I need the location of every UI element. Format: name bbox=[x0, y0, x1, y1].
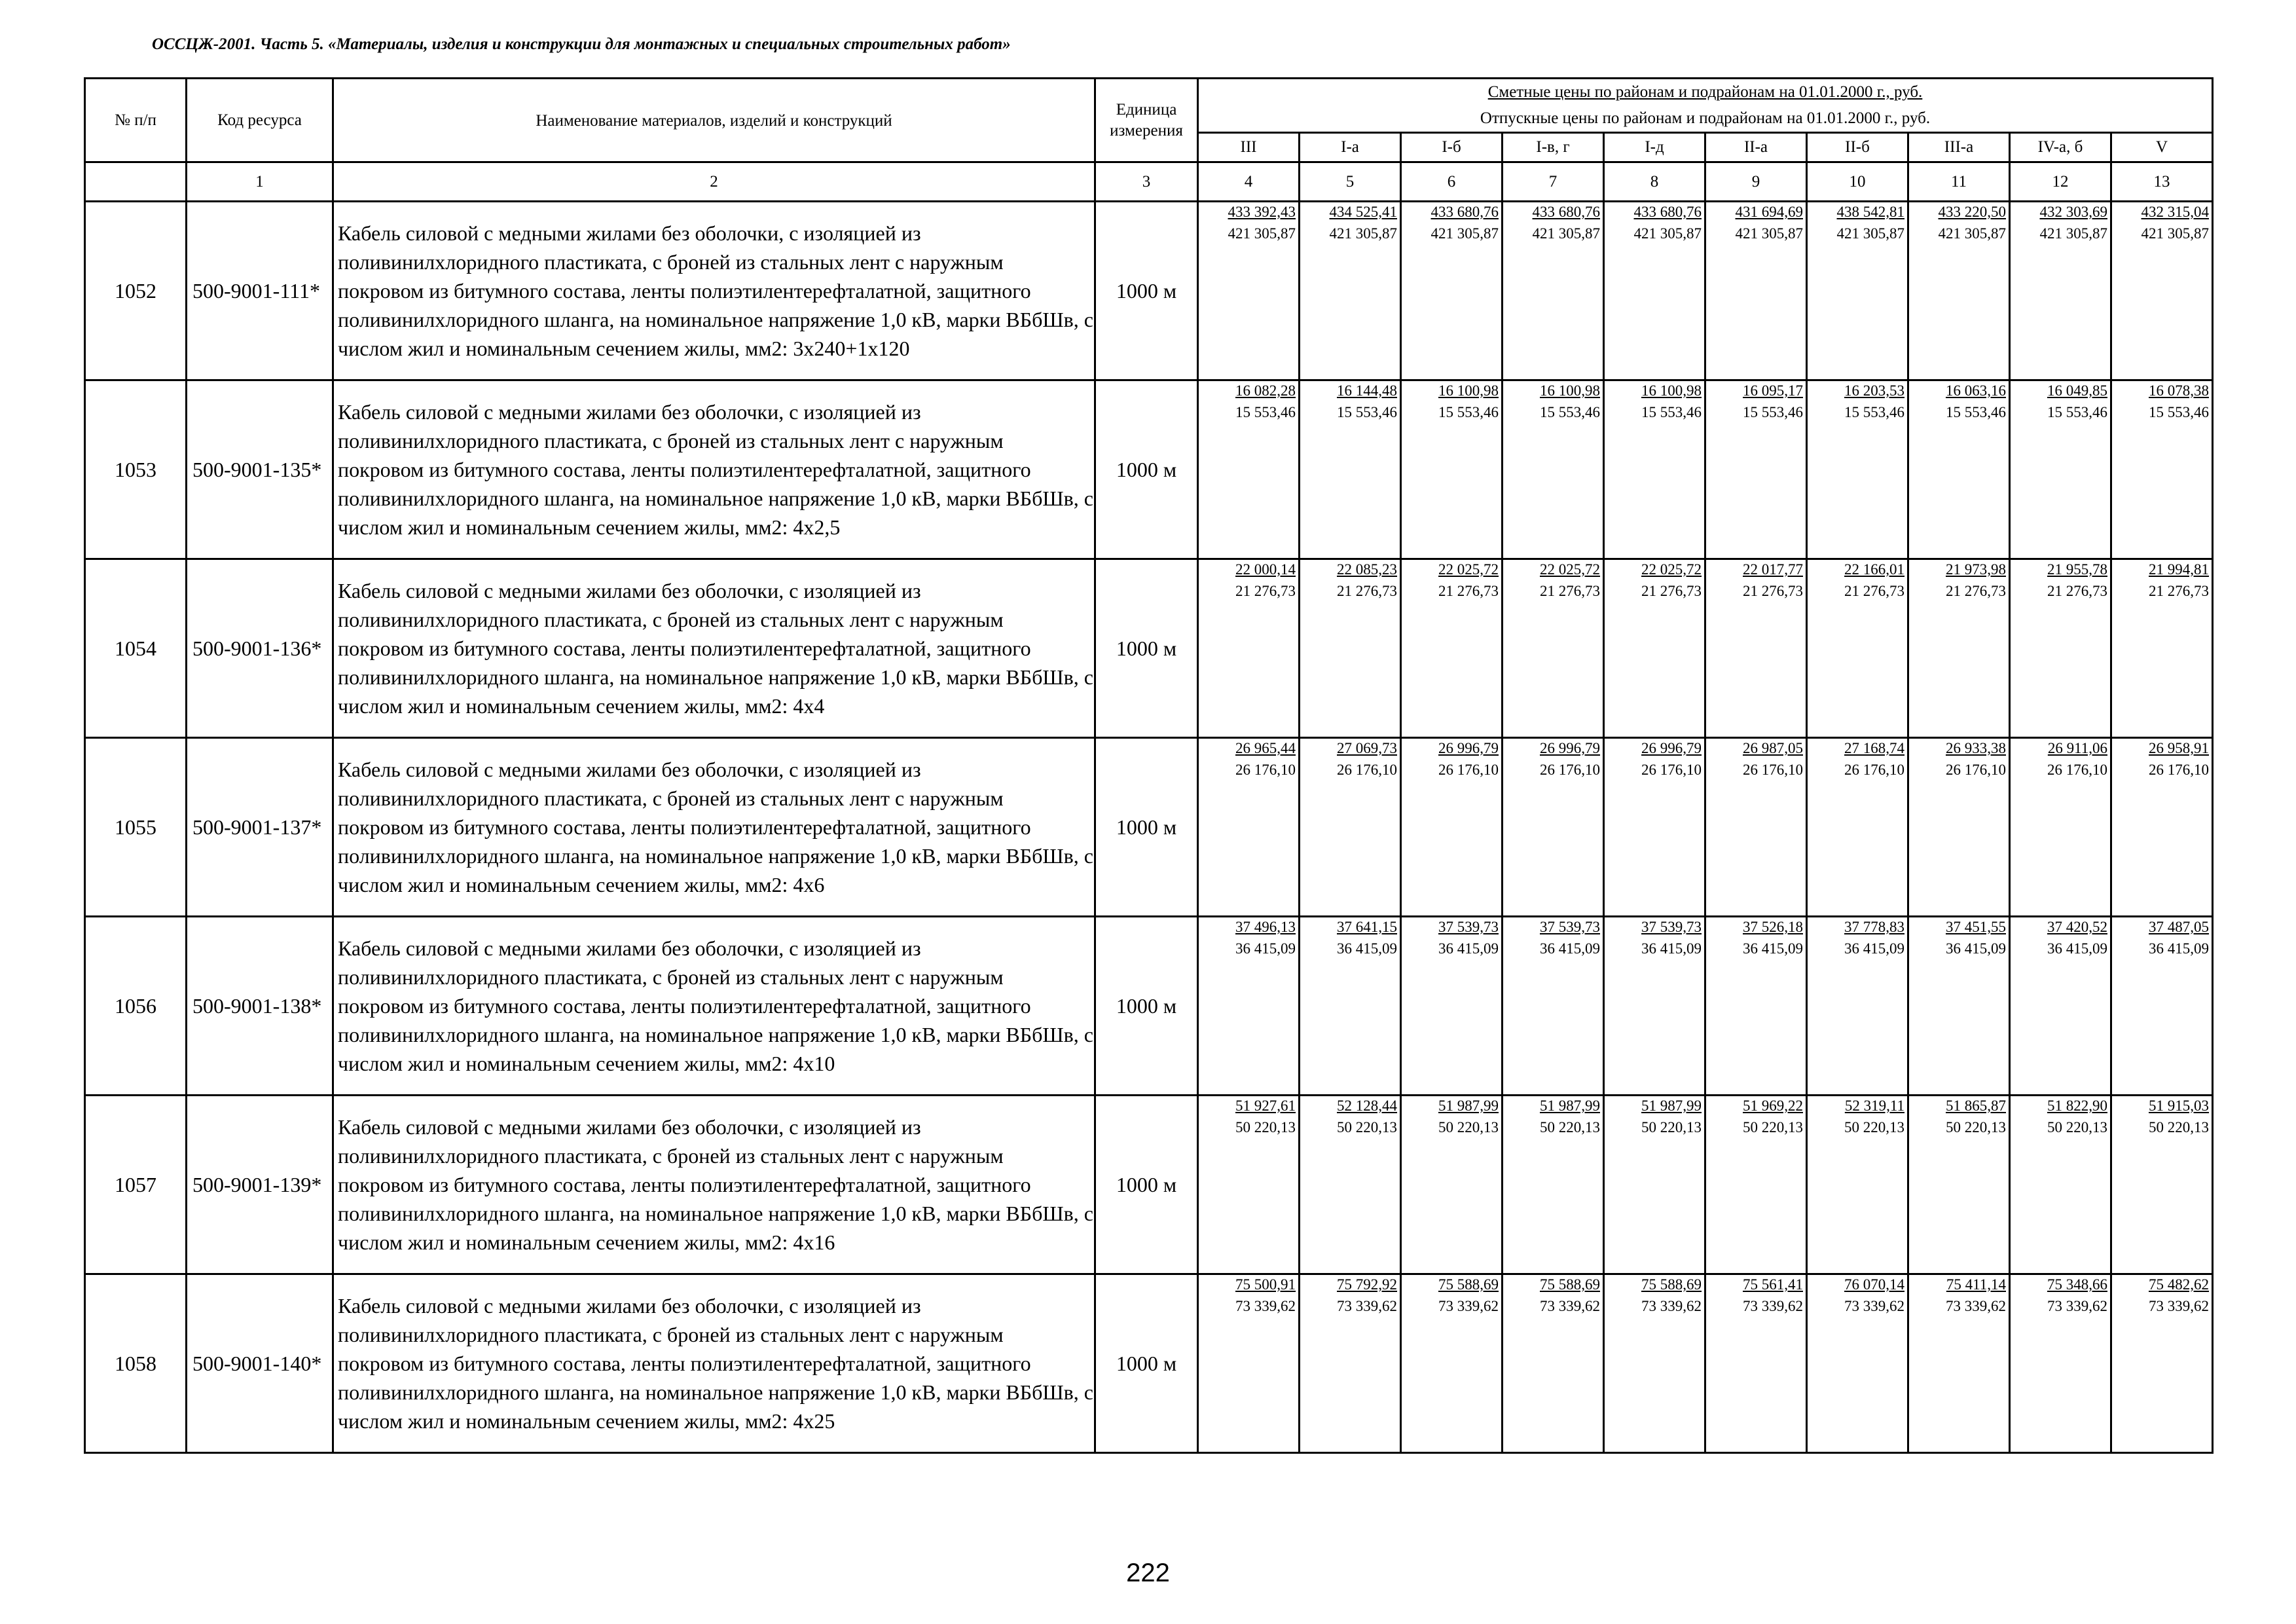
estimate-price: 431 694,69 bbox=[1735, 204, 1803, 220]
price-cell bbox=[1401, 738, 1503, 917]
table-row bbox=[85, 1096, 2213, 1274]
price-cell bbox=[1198, 380, 1300, 559]
estimate-price: 26 933,38 bbox=[1946, 740, 2006, 756]
estimate-price: 16 203,53 bbox=[1844, 382, 1904, 399]
price-cell bbox=[1807, 1096, 1908, 1274]
estimate-price: 37 641,15 bbox=[1337, 919, 1397, 935]
release-price: 73 339,62 bbox=[1743, 1298, 1803, 1314]
estimate-price: 37 526,18 bbox=[1743, 919, 1803, 935]
estimate-price: 16 100,98 bbox=[1438, 382, 1499, 399]
price-cell bbox=[1908, 738, 2010, 917]
price-cell bbox=[1807, 559, 1908, 738]
price-cell bbox=[1807, 738, 1908, 917]
unit-of-measure: 1000 м bbox=[1095, 380, 1198, 559]
estimate-price: 433 680,76 bbox=[1633, 204, 1702, 220]
unit-of-measure: 1000 м bbox=[1095, 1096, 1198, 1274]
release-price: 421 305,87 bbox=[1836, 225, 1904, 242]
estimate-price: 75 561,41 bbox=[1743, 1276, 1803, 1293]
estimate-price: 75 348,66 bbox=[2047, 1276, 2107, 1293]
release-price: 21 276,73 bbox=[1235, 583, 1296, 599]
price-cell bbox=[2111, 202, 2213, 380]
estimate-price: 433 392,43 bbox=[1228, 204, 1296, 220]
price-cell bbox=[2111, 1274, 2213, 1453]
release-price: 73 339,62 bbox=[1641, 1298, 1702, 1314]
price-cell bbox=[1401, 917, 1503, 1096]
column-number: 6 bbox=[1401, 162, 1503, 202]
price-cell bbox=[1604, 1096, 1705, 1274]
column-number: 8 bbox=[1604, 162, 1705, 202]
release-price: 21 276,73 bbox=[2047, 583, 2107, 599]
header-region: IV-а, б bbox=[2010, 133, 2111, 162]
header-prices-estimate: Сметные цены по районам и подрайонам на 01.01.2000 г., руб. bbox=[1487, 83, 1923, 101]
unit-of-measure: 1000 м bbox=[1095, 738, 1198, 917]
material-name: Кабель силовой с медными жилами без оболочки, с изоляцией из поливинилхлоридного пластиката, с броней из стальных лент с наружным покровом из битумного состава, ленты полиэтилентерефталатной, защитного поливинилхлоридного шланга, на номинальное напряжение 1,0 кВ, марки ВБбШв, с числом жил и номинальным сечением жилы, мм2: 4х25 bbox=[333, 1274, 1095, 1453]
price-cell bbox=[1503, 1274, 1604, 1453]
estimate-price: 37 451,55 bbox=[1946, 919, 2006, 935]
estimate-price: 51 915,03 bbox=[2149, 1098, 2210, 1114]
price-table bbox=[84, 77, 2214, 1454]
release-price: 50 220,13 bbox=[1337, 1119, 1397, 1135]
column-number: 4 bbox=[1198, 162, 1300, 202]
release-price: 26 176,10 bbox=[2149, 762, 2210, 778]
header-region: III bbox=[1198, 133, 1300, 162]
table-row bbox=[85, 559, 2213, 738]
release-price: 50 220,13 bbox=[2149, 1119, 2210, 1135]
column-number: 1 bbox=[187, 162, 333, 202]
release-price: 26 176,10 bbox=[1946, 762, 2006, 778]
release-price: 26 176,10 bbox=[1641, 762, 1702, 778]
release-price: 421 305,87 bbox=[1938, 225, 2006, 242]
estimate-price: 37 539,73 bbox=[1540, 919, 1600, 935]
estimate-price: 75 500,91 bbox=[1235, 1276, 1296, 1293]
page-number: 222 bbox=[1126, 1559, 1170, 1587]
estimate-price: 22 000,14 bbox=[1235, 561, 1296, 578]
estimate-price: 434 525,41 bbox=[1329, 204, 1397, 220]
header-row-1 bbox=[85, 79, 2213, 133]
release-price: 421 305,87 bbox=[1430, 225, 1499, 242]
release-price: 421 305,87 bbox=[1228, 225, 1296, 242]
release-price: 421 305,87 bbox=[2141, 225, 2210, 242]
release-price: 73 339,62 bbox=[1946, 1298, 2006, 1314]
price-cell bbox=[1604, 202, 1705, 380]
release-price: 15 553,46 bbox=[1438, 404, 1499, 420]
price-cell bbox=[1503, 202, 1604, 380]
unit-of-measure: 1000 м bbox=[1095, 202, 1198, 380]
estimate-price: 433 680,76 bbox=[1430, 204, 1499, 220]
release-price: 15 553,46 bbox=[1235, 404, 1296, 420]
estimate-price: 37 778,83 bbox=[1844, 919, 1904, 935]
release-price: 73 339,62 bbox=[1337, 1298, 1397, 1314]
price-cell bbox=[2010, 1274, 2111, 1453]
release-price: 36 415,09 bbox=[1337, 940, 1397, 957]
estimate-price: 22 166,01 bbox=[1844, 561, 1904, 578]
material-name: Кабель силовой с медными жилами без оболочки, с изоляцией из поливинилхлоридного пластиката, с броней из стальных лент с наружным покровом из битумного состава, ленты полиэтилентерефталатной, защитного поливинилхлоридного шланга, на номинальное напряжение 1,0 кВ, марки ВБбШв, с числом жил и номинальным сечением жилы, мм2: 4х6 bbox=[333, 738, 1095, 917]
release-price: 15 553,46 bbox=[1540, 404, 1600, 420]
material-name: Кабель силовой с медными жилами без оболочки, с изоляцией из поливинилхлоридного пластиката, с броней из стальных лент с наружным покровом из битумного состава, ленты полиэтилентерефталатной, защитного поливинилхлоридного шланга, на номинальное напряжение 1,0 кВ, марки ВБбШв, с числом жил и номинальным сечением жилы, мм2: 4х2,5 bbox=[333, 380, 1095, 559]
estimate-price: 16 144,48 bbox=[1337, 382, 1397, 399]
row-number: 1054 bbox=[85, 559, 187, 738]
estimate-price: 26 996,79 bbox=[1540, 740, 1600, 756]
row-number: 1056 bbox=[85, 917, 187, 1096]
price-cell bbox=[2010, 202, 2111, 380]
release-price: 73 339,62 bbox=[1438, 1298, 1499, 1314]
price-cell bbox=[2111, 1096, 2213, 1274]
price-cell bbox=[2010, 380, 2111, 559]
column-number: 5 bbox=[1300, 162, 1401, 202]
price-cell bbox=[1300, 1096, 1401, 1274]
column-number: 3 bbox=[1095, 162, 1198, 202]
price-cell bbox=[1705, 380, 1807, 559]
release-price: 50 220,13 bbox=[1946, 1119, 2006, 1135]
price-cell bbox=[1401, 559, 1503, 738]
price-cell bbox=[1604, 917, 1705, 1096]
price-cell bbox=[2010, 559, 2111, 738]
estimate-price: 52 319,11 bbox=[1844, 1098, 1904, 1114]
release-price: 26 176,10 bbox=[1337, 762, 1397, 778]
resource-code: 500-9001-137* bbox=[187, 738, 333, 917]
release-price: 73 339,62 bbox=[1235, 1298, 1296, 1314]
price-cell bbox=[1604, 738, 1705, 917]
price-cell bbox=[2010, 738, 2111, 917]
price-cell bbox=[1300, 202, 1401, 380]
release-price: 36 415,09 bbox=[1438, 940, 1499, 957]
estimate-price: 16 078,38 bbox=[2149, 382, 2210, 399]
header-prices bbox=[1198, 79, 2213, 133]
resource-code: 500-9001-140* bbox=[187, 1274, 333, 1453]
release-price: 36 415,09 bbox=[2047, 940, 2107, 957]
estimate-price: 432 315,04 bbox=[2141, 204, 2210, 220]
release-price: 21 276,73 bbox=[2149, 583, 2210, 599]
estimate-price: 433 220,50 bbox=[1938, 204, 2006, 220]
estimate-price: 27 168,74 bbox=[1844, 740, 1904, 756]
header-name: Наименование материалов, изделий и конструкций bbox=[333, 79, 1095, 162]
release-price: 15 553,46 bbox=[1844, 404, 1904, 420]
column-number: 12 bbox=[2010, 162, 2111, 202]
release-price: 421 305,87 bbox=[1633, 225, 1702, 242]
release-price: 15 553,46 bbox=[1641, 404, 1702, 420]
estimate-price: 51 927,61 bbox=[1235, 1098, 1296, 1114]
price-cell bbox=[1503, 559, 1604, 738]
release-price: 36 415,09 bbox=[1743, 940, 1803, 957]
price-cell bbox=[1503, 738, 1604, 917]
price-cell bbox=[1300, 738, 1401, 917]
row-number: 1053 bbox=[85, 380, 187, 559]
column-number: 11 bbox=[1908, 162, 2010, 202]
header-unit: Единица измерения bbox=[1095, 79, 1198, 162]
estimate-price: 51 865,87 bbox=[1946, 1098, 2006, 1114]
release-price: 421 305,87 bbox=[2039, 225, 2107, 242]
release-price: 26 176,10 bbox=[1540, 762, 1600, 778]
release-price: 21 276,73 bbox=[1743, 583, 1803, 599]
estimate-price: 51 987,99 bbox=[1540, 1098, 1600, 1114]
material-name: Кабель силовой с медными жилами без оболочки, с изоляцией из поливинилхлоридного пластиката, с броней из стальных лент с наружным покровом из битумного состава, ленты полиэтилентерефталатной, защитного поливинилхлоридного шланга, на номинальное напряжение 1,0 кВ, марки ВБбШв, с числом жил и номинальным сечением жилы, мм2: 3х240+1х120 bbox=[333, 202, 1095, 380]
price-cell bbox=[1705, 1096, 1807, 1274]
release-price: 15 553,46 bbox=[1743, 404, 1803, 420]
price-cell bbox=[1300, 380, 1401, 559]
header-region: I-д bbox=[1604, 133, 1705, 162]
estimate-price: 22 025,72 bbox=[1540, 561, 1600, 578]
release-price: 50 220,13 bbox=[1438, 1119, 1499, 1135]
estimate-price: 26 911,06 bbox=[2047, 740, 2107, 756]
price-cell bbox=[2111, 917, 2213, 1096]
header-region: V bbox=[2111, 133, 2213, 162]
resource-code: 500-9001-111* bbox=[187, 202, 333, 380]
price-cell bbox=[1503, 1096, 1604, 1274]
row-number: 1052 bbox=[85, 202, 187, 380]
release-price: 73 339,62 bbox=[1540, 1298, 1600, 1314]
price-cell bbox=[1908, 917, 2010, 1096]
price-cell bbox=[1807, 1274, 1908, 1453]
estimate-price: 26 996,79 bbox=[1438, 740, 1499, 756]
estimate-price: 16 049,85 bbox=[2047, 382, 2107, 399]
price-cell bbox=[1401, 202, 1503, 380]
release-price: 15 553,46 bbox=[1337, 404, 1397, 420]
price-cell bbox=[1705, 202, 1807, 380]
price-cell bbox=[1300, 559, 1401, 738]
price-cell bbox=[1807, 202, 1908, 380]
column-number: 9 bbox=[1705, 162, 1807, 202]
resource-code: 500-9001-135* bbox=[187, 380, 333, 559]
header-region: I-а bbox=[1300, 133, 1401, 162]
release-price: 50 220,13 bbox=[1743, 1119, 1803, 1135]
release-price: 36 415,09 bbox=[1641, 940, 1702, 957]
price-cell bbox=[1300, 1274, 1401, 1453]
price-cell bbox=[1705, 1274, 1807, 1453]
release-price: 36 415,09 bbox=[1235, 940, 1296, 957]
price-cell bbox=[1908, 202, 2010, 380]
column-number: 7 bbox=[1503, 162, 1604, 202]
estimate-price: 37 496,13 bbox=[1235, 919, 1296, 935]
material-name: Кабель силовой с медными жилами без оболочки, с изоляцией из поливинилхлоридного пластиката, с броней из стальных лент с наружным покровом из битумного состава, ленты полиэтилентерефталатной, защитного поливинилхлоридного шланга, на номинальное напряжение 1,0 кВ, марки ВБбШв, с числом жил и номинальным сечением жилы, мм2: 4х10 bbox=[333, 917, 1095, 1096]
column-number-blank bbox=[85, 162, 187, 202]
header-prices-release: Отпускные цены по районам и подрайонам на 01.01.2000 г., руб. bbox=[1480, 109, 1931, 127]
estimate-price: 75 411,14 bbox=[1946, 1276, 2006, 1293]
estimate-price: 22 025,72 bbox=[1641, 561, 1702, 578]
estimate-price: 37 420,52 bbox=[2047, 919, 2107, 935]
price-cell bbox=[2010, 917, 2111, 1096]
header-region: II-а bbox=[1705, 133, 1807, 162]
price-cell bbox=[1705, 738, 1807, 917]
estimate-price: 37 539,73 bbox=[1438, 919, 1499, 935]
estimate-price: 51 822,90 bbox=[2047, 1098, 2107, 1114]
estimate-price: 37 487,05 bbox=[2149, 919, 2210, 935]
row-number: 1057 bbox=[85, 1096, 187, 1274]
column-number: 10 bbox=[1807, 162, 1908, 202]
row-number: 1058 bbox=[85, 1274, 187, 1453]
release-price: 50 220,13 bbox=[1235, 1119, 1296, 1135]
price-cell bbox=[1198, 202, 1300, 380]
estimate-price: 52 128,44 bbox=[1337, 1098, 1397, 1114]
release-price: 26 176,10 bbox=[1235, 762, 1296, 778]
release-price: 21 276,73 bbox=[1438, 583, 1499, 599]
price-cell bbox=[1401, 380, 1503, 559]
price-cell bbox=[1705, 917, 1807, 1096]
price-cell bbox=[1908, 1274, 2010, 1453]
release-price: 21 276,73 bbox=[1337, 583, 1397, 599]
price-cell bbox=[1503, 917, 1604, 1096]
unit-of-measure: 1000 м bbox=[1095, 1274, 1198, 1453]
price-cell bbox=[1198, 1274, 1300, 1453]
header-num: № п/п bbox=[85, 79, 187, 162]
release-price: 73 339,62 bbox=[1844, 1298, 1904, 1314]
release-price: 421 305,87 bbox=[1329, 225, 1397, 242]
estimate-price: 16 095,17 bbox=[1743, 382, 1803, 399]
estimate-price: 51 987,99 bbox=[1641, 1098, 1702, 1114]
header-region: I-б bbox=[1401, 133, 1503, 162]
header-region: II-б bbox=[1807, 133, 1908, 162]
table-row bbox=[85, 1274, 2213, 1453]
price-cell bbox=[1198, 738, 1300, 917]
resource-code: 500-9001-139* bbox=[187, 1096, 333, 1274]
release-price: 21 276,73 bbox=[1540, 583, 1600, 599]
table-row bbox=[85, 738, 2213, 917]
release-price: 421 305,87 bbox=[1532, 225, 1600, 242]
release-price: 73 339,62 bbox=[2149, 1298, 2210, 1314]
header-region: I-в, г bbox=[1503, 133, 1604, 162]
unit-of-measure: 1000 м bbox=[1095, 559, 1198, 738]
header-code: Код ресурса bbox=[187, 79, 333, 162]
release-price: 26 176,10 bbox=[1844, 762, 1904, 778]
release-price: 50 220,13 bbox=[2047, 1119, 2107, 1135]
price-cell bbox=[1908, 1096, 2010, 1274]
price-cell bbox=[1401, 1274, 1503, 1453]
estimate-price: 22 025,72 bbox=[1438, 561, 1499, 578]
price-cell bbox=[1300, 917, 1401, 1096]
document-header: ОССЦЖ-2001. Часть 5. «Материалы, изделия и конструкции для монтажных и специальных строительных работ» bbox=[152, 35, 1011, 53]
estimate-price: 21 973,98 bbox=[1946, 561, 2006, 578]
price-cell bbox=[2111, 559, 2213, 738]
estimate-price: 26 987,05 bbox=[1743, 740, 1803, 756]
release-price: 36 415,09 bbox=[1540, 940, 1600, 957]
price-cell bbox=[1198, 917, 1300, 1096]
price-cell bbox=[1604, 380, 1705, 559]
header-row-column-numbers bbox=[85, 162, 2213, 202]
price-cell bbox=[1198, 559, 1300, 738]
release-price: 15 553,46 bbox=[2047, 404, 2107, 420]
estimate-price: 26 965,44 bbox=[1235, 740, 1296, 756]
header-region: III-а bbox=[1908, 133, 2010, 162]
release-price: 26 176,10 bbox=[1743, 762, 1803, 778]
table-row bbox=[85, 380, 2213, 559]
estimate-price: 22 085,23 bbox=[1337, 561, 1397, 578]
column-number: 2 bbox=[333, 162, 1095, 202]
resource-code: 500-9001-136* bbox=[187, 559, 333, 738]
price-cell bbox=[1908, 559, 2010, 738]
material-name: Кабель силовой с медными жилами без оболочки, с изоляцией из поливинилхлоридного пластиката, с броней из стальных лент с наружным покровом из битумного состава, ленты полиэтилентерефталатной, защитного поливинилхлоридного шланга, на номинальное напряжение 1,0 кВ, марки ВБбШв, с числом жил и номинальным сечением жилы, мм2: 4х16 bbox=[333, 1096, 1095, 1274]
estimate-price: 37 539,73 bbox=[1641, 919, 1702, 935]
estimate-price: 433 680,76 bbox=[1532, 204, 1600, 220]
price-cell bbox=[1503, 380, 1604, 559]
table-row bbox=[85, 917, 2213, 1096]
release-price: 36 415,09 bbox=[1946, 940, 2006, 957]
release-price: 421 305,87 bbox=[1735, 225, 1803, 242]
release-price: 15 553,46 bbox=[1946, 404, 2006, 420]
estimate-price: 51 987,99 bbox=[1438, 1098, 1499, 1114]
estimate-price: 26 996,79 bbox=[1641, 740, 1702, 756]
release-price: 50 220,13 bbox=[1641, 1119, 1702, 1135]
release-price: 21 276,73 bbox=[1844, 583, 1904, 599]
price-cell bbox=[1198, 1096, 1300, 1274]
row-number: 1055 bbox=[85, 738, 187, 917]
release-price: 50 220,13 bbox=[1844, 1119, 1904, 1135]
release-price: 26 176,10 bbox=[1438, 762, 1499, 778]
release-price: 36 415,09 bbox=[1844, 940, 1904, 957]
release-price: 73 339,62 bbox=[2047, 1298, 2107, 1314]
price-cell bbox=[2010, 1096, 2111, 1274]
release-price: 36 415,09 bbox=[2149, 940, 2210, 957]
release-price: 26 176,10 bbox=[2047, 762, 2107, 778]
table-row bbox=[85, 202, 2213, 380]
estimate-price: 26 958,91 bbox=[2149, 740, 2210, 756]
estimate-price: 75 792,92 bbox=[1337, 1276, 1397, 1293]
estimate-price: 76 070,14 bbox=[1844, 1276, 1904, 1293]
estimate-price: 438 542,81 bbox=[1836, 204, 1904, 220]
price-cell bbox=[2111, 738, 2213, 917]
estimate-price: 21 955,78 bbox=[2047, 561, 2107, 578]
estimate-price: 27 069,73 bbox=[1337, 740, 1397, 756]
resource-code: 500-9001-138* bbox=[187, 917, 333, 1096]
price-cell bbox=[1604, 559, 1705, 738]
estimate-price: 75 588,69 bbox=[1540, 1276, 1600, 1293]
release-price: 21 276,73 bbox=[1641, 583, 1702, 599]
price-cell bbox=[1401, 1096, 1503, 1274]
estimate-price: 75 588,69 bbox=[1438, 1276, 1499, 1293]
estimate-price: 21 994,81 bbox=[2149, 561, 2210, 578]
price-cell bbox=[1908, 380, 2010, 559]
price-cell bbox=[1807, 380, 1908, 559]
estimate-price: 22 017,77 bbox=[1743, 561, 1803, 578]
unit-of-measure: 1000 м bbox=[1095, 917, 1198, 1096]
release-price: 21 276,73 bbox=[1946, 583, 2006, 599]
column-number: 13 bbox=[2111, 162, 2213, 202]
price-cell bbox=[2111, 380, 2213, 559]
price-cell bbox=[1705, 559, 1807, 738]
estimate-price: 16 082,28 bbox=[1235, 382, 1296, 399]
price-cell bbox=[1807, 917, 1908, 1096]
material-name: Кабель силовой с медными жилами без оболочки, с изоляцией из поливинилхлоридного пластиката, с броней из стальных лент с наружным покровом из битумного состава, ленты полиэтилентерефталатной, защитного поливинилхлоридного шланга, на номинальное напряжение 1,0 кВ, марки ВБбШв, с числом жил и номинальным сечением жилы, мм2: 4х4 bbox=[333, 559, 1095, 738]
price-cell bbox=[1604, 1274, 1705, 1453]
estimate-price: 16 063,16 bbox=[1946, 382, 2006, 399]
estimate-price: 432 303,69 bbox=[2039, 204, 2107, 220]
estimate-price: 16 100,98 bbox=[1540, 382, 1600, 399]
estimate-price: 75 482,62 bbox=[2149, 1276, 2210, 1293]
release-price: 50 220,13 bbox=[1540, 1119, 1600, 1135]
estimate-price: 75 588,69 bbox=[1641, 1276, 1702, 1293]
release-price: 15 553,46 bbox=[2149, 404, 2210, 420]
estimate-price: 51 969,22 bbox=[1743, 1098, 1803, 1114]
estimate-price: 16 100,98 bbox=[1641, 382, 1702, 399]
